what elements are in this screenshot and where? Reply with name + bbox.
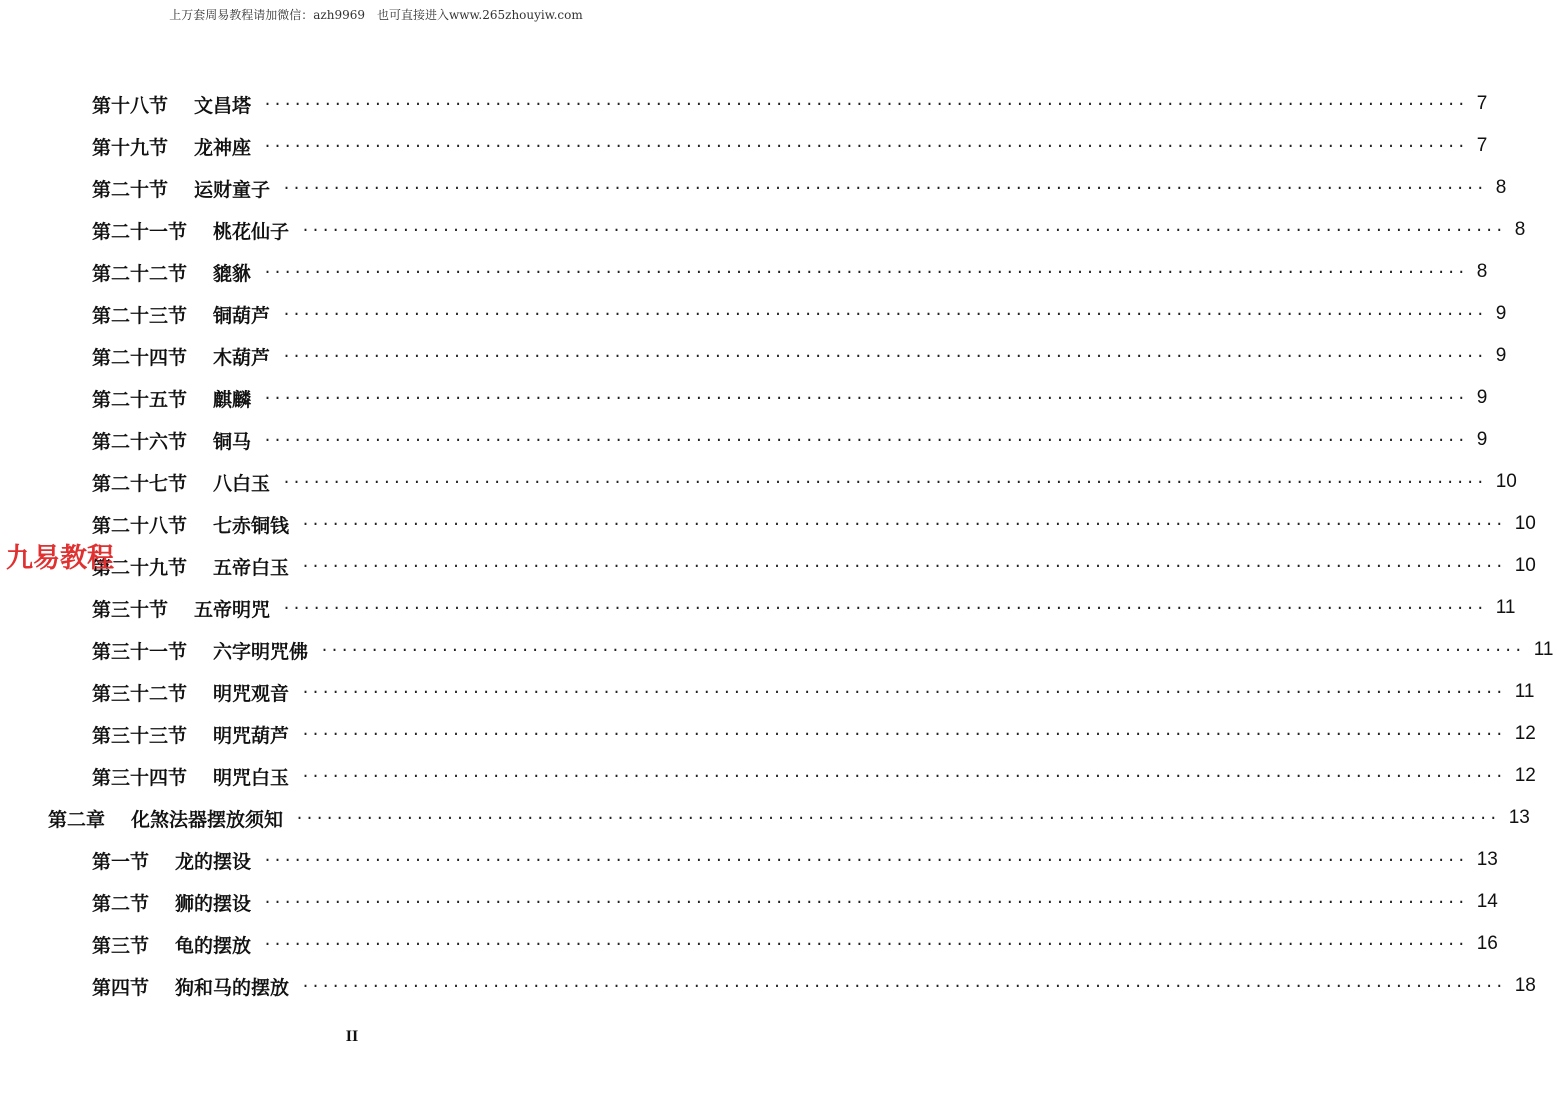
toc-entry[interactable] bbox=[92, 968, 1536, 1004]
leader-dots: ························································································································ bbox=[301, 515, 1505, 533]
section-title: 貔貅 bbox=[213, 262, 252, 285]
toc-entry[interactable] bbox=[92, 758, 1536, 794]
toc-entry[interactable] bbox=[92, 884, 1498, 920]
page-number: 7 bbox=[1476, 93, 1488, 114]
section-title: 明咒白玉 bbox=[213, 766, 290, 789]
leader-dots: ························································································································ bbox=[282, 599, 1486, 617]
toc-entry[interactable] bbox=[92, 506, 1536, 542]
page-number: 11 bbox=[1514, 681, 1535, 702]
section-title: 铜马 bbox=[213, 430, 252, 453]
page-number: 10 bbox=[1514, 513, 1536, 534]
section-number: 第二十八节 bbox=[92, 514, 188, 537]
section-number: 第十九节 bbox=[92, 136, 169, 159]
section-title: 龟的摆放 bbox=[175, 934, 252, 957]
leader-dots: ························································································································ bbox=[301, 557, 1505, 575]
section-title: 明咒观音 bbox=[213, 682, 290, 705]
section-title: 文昌塔 bbox=[194, 94, 252, 117]
section-number: 第二十六节 bbox=[92, 430, 188, 453]
page-folio: II bbox=[345, 1028, 359, 1045]
leader-dots: ························································································································ bbox=[301, 683, 1505, 701]
toc-entry[interactable] bbox=[92, 926, 1498, 962]
page-number: 10 bbox=[1514, 555, 1536, 576]
toc-entry[interactable] bbox=[92, 674, 1535, 710]
page-number: 8 bbox=[1495, 177, 1507, 198]
section-number: 第二十三节 bbox=[92, 304, 188, 327]
leader-dots: ························································································································ bbox=[320, 641, 1524, 659]
toc-chapter-entry[interactable] bbox=[48, 800, 1530, 836]
chapter-number: 第二章 bbox=[48, 808, 106, 831]
section-title: 五帝明咒 bbox=[194, 598, 271, 621]
page-number: 12 bbox=[1514, 765, 1536, 786]
toc-entry[interactable] bbox=[92, 464, 1517, 500]
section-title: 麒麟 bbox=[213, 388, 252, 411]
section-title: 七赤铜钱 bbox=[213, 514, 290, 537]
toc-entry[interactable] bbox=[92, 296, 1507, 332]
watermark-logo: 九易教程 bbox=[6, 543, 114, 574]
section-number: 第三节 bbox=[92, 934, 150, 957]
toc-entry[interactable] bbox=[92, 548, 1536, 584]
toc-entry[interactable] bbox=[92, 842, 1498, 878]
page-number: 9 bbox=[1495, 303, 1507, 324]
section-number: 第四节 bbox=[92, 976, 150, 999]
section-title: 木葫芦 bbox=[213, 346, 271, 369]
section-title: 桃花仙子 bbox=[213, 220, 290, 243]
leader-dots: ························································································································ bbox=[282, 305, 1486, 323]
page-number: 13 bbox=[1508, 807, 1530, 828]
section-title: 狮的摆设 bbox=[175, 892, 252, 915]
page-number: 9 bbox=[1476, 387, 1488, 408]
toc-entry[interactable] bbox=[92, 590, 1516, 626]
section-title: 五帝白玉 bbox=[213, 556, 290, 579]
leader-dots: ························································································································ bbox=[263, 389, 1467, 407]
header-banner: 上万套周易教程请加微信：azh9969 也可直接进入www.265zhouyiw.com bbox=[169, 8, 583, 22]
section-number: 第二十节 bbox=[92, 178, 169, 201]
page-number: 8 bbox=[1476, 261, 1488, 282]
toc-entry[interactable] bbox=[92, 716, 1536, 752]
toc-entry[interactable] bbox=[92, 338, 1507, 374]
section-title: 八白玉 bbox=[213, 472, 271, 495]
section-title: 铜葫芦 bbox=[213, 304, 271, 327]
toc-entry[interactable] bbox=[92, 422, 1488, 458]
section-number: 第三十一节 bbox=[92, 640, 188, 663]
page-number: 9 bbox=[1476, 429, 1488, 450]
page-number: 7 bbox=[1476, 135, 1488, 156]
section-number: 第三十二节 bbox=[92, 682, 188, 705]
leader-dots: ························································································································ bbox=[295, 809, 1499, 827]
toc-entry[interactable] bbox=[92, 380, 1488, 416]
section-number: 第二十七节 bbox=[92, 472, 188, 495]
page-number: 18 bbox=[1514, 975, 1536, 996]
leader-dots: ························································································································ bbox=[263, 137, 1467, 155]
section-number: 第二节 bbox=[92, 892, 150, 915]
page-number: 9 bbox=[1495, 345, 1507, 366]
leader-dots: ························································································································ bbox=[301, 977, 1505, 995]
leader-dots: ························································································································ bbox=[282, 347, 1486, 365]
toc-entry[interactable] bbox=[92, 212, 1526, 248]
page-number: 13 bbox=[1476, 849, 1498, 870]
section-number: 第二十二节 bbox=[92, 262, 188, 285]
section-title: 六字明咒佛 bbox=[213, 640, 309, 663]
page-number: 11 bbox=[1533, 639, 1553, 660]
page-number: 14 bbox=[1476, 891, 1498, 912]
toc-entry[interactable] bbox=[92, 254, 1488, 290]
section-number: 第三十节 bbox=[92, 598, 169, 621]
section-number: 第十八节 bbox=[92, 94, 169, 117]
leader-dots: ························································································································ bbox=[263, 935, 1467, 953]
page-number: 16 bbox=[1476, 933, 1498, 954]
section-number: 第二十五节 bbox=[92, 388, 188, 411]
section-number: 第三十三节 bbox=[92, 724, 188, 747]
section-number: 第二十一节 bbox=[92, 220, 188, 243]
section-title: 运财童子 bbox=[194, 178, 271, 201]
leader-dots: ························································································································ bbox=[263, 95, 1467, 113]
page-number: 12 bbox=[1514, 723, 1536, 744]
leader-dots: ························································································································ bbox=[301, 725, 1505, 743]
leader-dots: ························································································································ bbox=[282, 473, 1486, 491]
page-number: 10 bbox=[1495, 471, 1517, 492]
toc-entry[interactable] bbox=[92, 128, 1488, 164]
leader-dots: ························································································································ bbox=[282, 179, 1486, 197]
section-number: 第二十四节 bbox=[92, 346, 188, 369]
section-title: 龙神座 bbox=[194, 136, 252, 159]
leader-dots: ························································································································ bbox=[263, 851, 1467, 869]
leader-dots: ························································································································ bbox=[301, 221, 1505, 239]
section-title: 狗和马的摆放 bbox=[175, 976, 290, 999]
toc-entry[interactable] bbox=[92, 86, 1488, 122]
page-number: 8 bbox=[1514, 219, 1526, 240]
leader-dots: ························································································································ bbox=[263, 893, 1467, 911]
leader-dots: ························································································································ bbox=[263, 431, 1467, 449]
section-number: 第一节 bbox=[92, 850, 150, 873]
leader-dots: ························································································································ bbox=[263, 263, 1467, 281]
section-title: 明咒葫芦 bbox=[213, 724, 290, 747]
section-number: 第二十九节 bbox=[92, 556, 188, 579]
toc-entry[interactable] bbox=[92, 632, 1553, 668]
chapter-title: 化煞法器摆放须知 bbox=[131, 808, 284, 831]
section-number: 第三十四节 bbox=[92, 766, 188, 789]
page-number: 11 bbox=[1495, 597, 1516, 618]
toc-entry[interactable] bbox=[92, 170, 1507, 206]
leader-dots: ························································································································ bbox=[301, 767, 1505, 785]
section-title: 龙的摆设 bbox=[175, 850, 252, 873]
